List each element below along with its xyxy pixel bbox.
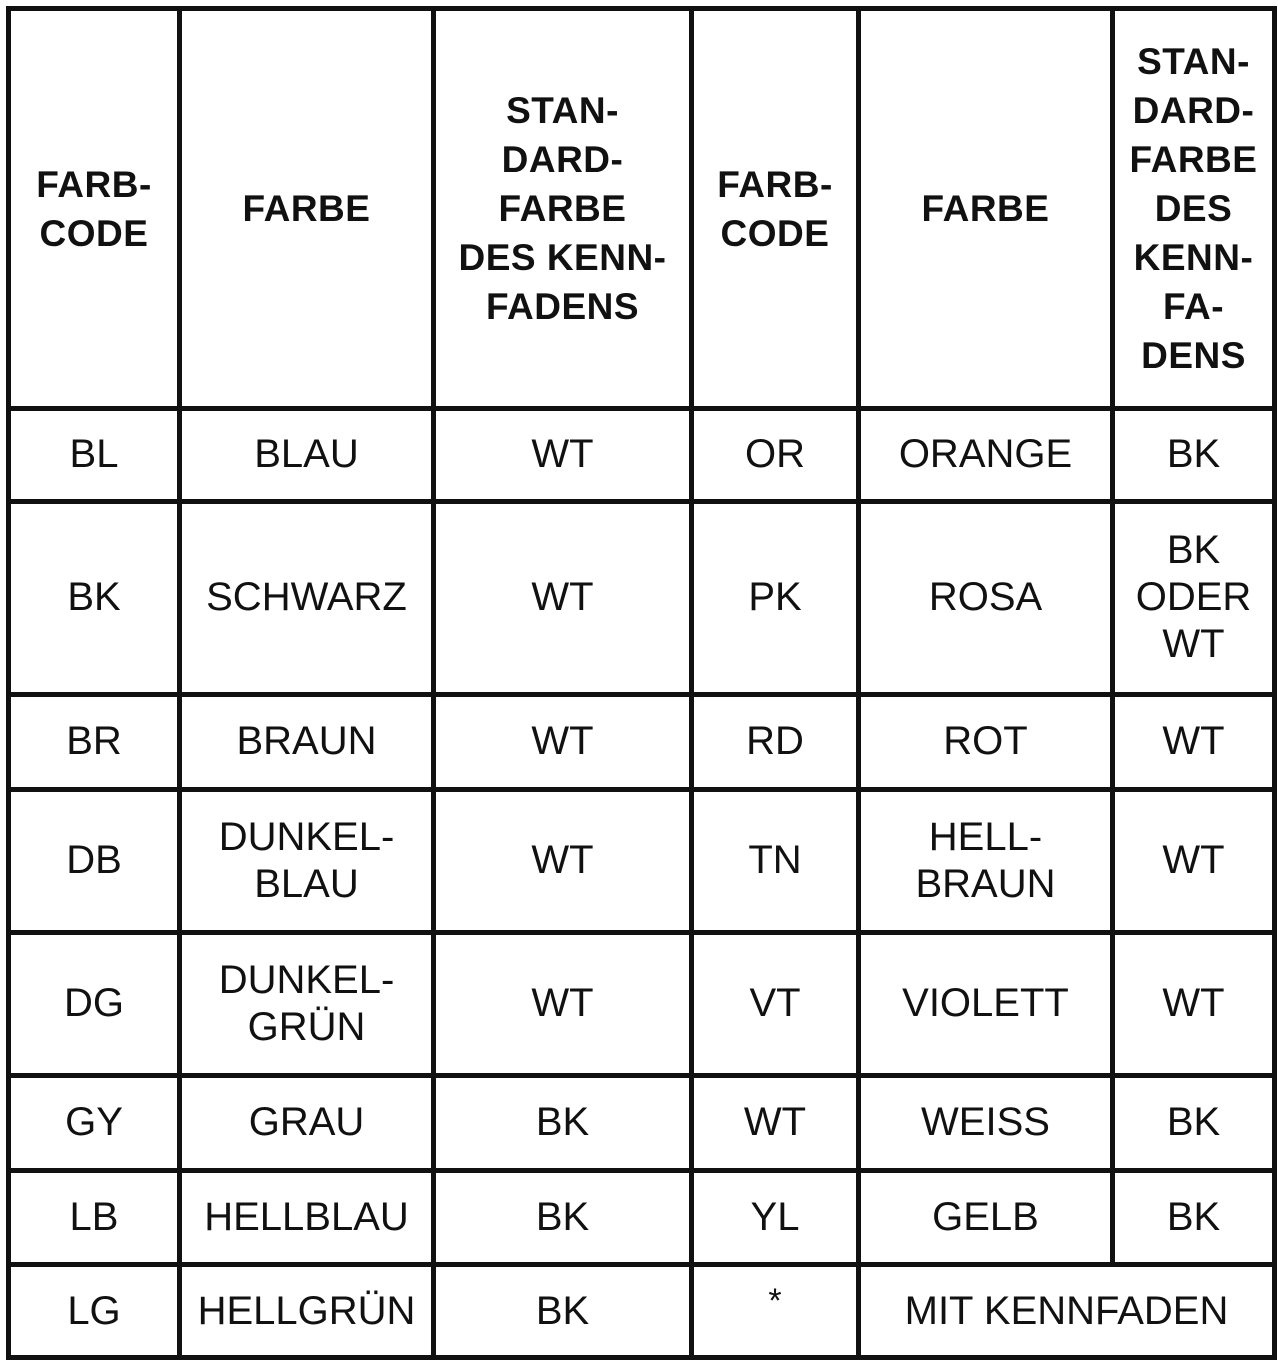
cell-color: GRAU bbox=[180, 1075, 434, 1170]
cell-thread: WT bbox=[434, 409, 692, 502]
table-row-last bbox=[9, 1265, 1275, 1358]
cell-code: TN bbox=[692, 789, 859, 932]
cell-code: OR bbox=[692, 409, 859, 502]
cell-code: BK bbox=[9, 501, 180, 694]
cell-marker bbox=[692, 1265, 859, 1358]
cell-code: WT bbox=[692, 1075, 859, 1170]
header-farbe-right: FARBE bbox=[859, 9, 1113, 409]
cell-code: DB bbox=[9, 789, 180, 932]
asterisk-marker: * bbox=[768, 1281, 782, 1320]
table-row bbox=[9, 1170, 1275, 1265]
cell-color: WEISS bbox=[859, 1075, 1113, 1170]
cell-color: GELB bbox=[859, 1170, 1113, 1265]
cell-color: HELL- BRAUN bbox=[859, 789, 1113, 932]
cell-color: HELLGRÜN bbox=[180, 1265, 434, 1358]
cell-thread: BK bbox=[434, 1170, 692, 1265]
cell-color: BRAUN bbox=[180, 695, 434, 790]
cell-code: VT bbox=[692, 932, 859, 1075]
cell-color: ROSA bbox=[859, 501, 1113, 694]
header-farbe-left: FARBE bbox=[180, 9, 434, 409]
cell-thread: BK bbox=[1113, 409, 1275, 502]
cell-thread: WT bbox=[1113, 932, 1275, 1075]
cell-code: RD bbox=[692, 695, 859, 790]
cell-thread: BK bbox=[434, 1075, 692, 1170]
cell-color: HELLBLAU bbox=[180, 1170, 434, 1265]
cell-code: LB bbox=[9, 1170, 180, 1265]
cell-thread: WT bbox=[1113, 695, 1275, 790]
header-row bbox=[9, 9, 1275, 409]
cell-code: YL bbox=[692, 1170, 859, 1265]
header-standardfarbe-left: STAN- DARD- FARBE DES KENN- FADENS bbox=[434, 9, 692, 409]
cell-color: VIOLETT bbox=[859, 932, 1113, 1075]
table-row bbox=[9, 932, 1275, 1075]
cell-thread: WT bbox=[434, 789, 692, 932]
cell-thread: BK bbox=[1113, 1075, 1275, 1170]
cell-code: PK bbox=[692, 501, 859, 694]
table-row bbox=[9, 1075, 1275, 1170]
cell-thread: WT bbox=[434, 932, 692, 1075]
cell-thread: WT bbox=[1113, 789, 1275, 932]
header-farbcode-left: FARB- CODE bbox=[9, 9, 180, 409]
table-row bbox=[9, 695, 1275, 790]
cell-code: DG bbox=[9, 932, 180, 1075]
cell-color: BLAU bbox=[180, 409, 434, 502]
cell-thread: WT bbox=[434, 695, 692, 790]
cell-color: DUNKEL- BLAU bbox=[180, 789, 434, 932]
cell-color: ORANGE bbox=[859, 409, 1113, 502]
table-row bbox=[9, 501, 1275, 694]
cell-footnote: MIT KENNFADEN bbox=[859, 1265, 1275, 1358]
cell-color: ROT bbox=[859, 695, 1113, 790]
cell-thread: BK ODER WT bbox=[1113, 501, 1275, 694]
cell-thread: WT bbox=[434, 501, 692, 694]
table-row bbox=[9, 409, 1275, 502]
cell-thread: BK bbox=[1113, 1170, 1275, 1265]
table-row bbox=[9, 789, 1275, 932]
cell-code: BR bbox=[9, 695, 180, 790]
cell-code: BL bbox=[9, 409, 180, 502]
cell-code: LG bbox=[9, 1265, 180, 1358]
cell-thread: BK bbox=[434, 1265, 692, 1358]
cell-color: SCHWARZ bbox=[180, 501, 434, 694]
color-code-table bbox=[6, 6, 1277, 1360]
color-code-table-wrapper bbox=[6, 6, 1272, 1360]
cell-color: DUNKEL- GRÜN bbox=[180, 932, 434, 1075]
header-farbcode-right: FARB- CODE bbox=[692, 9, 859, 409]
header-standardfarbe-right: STAN- DARD- FARBE DES KENN- FA- DENS bbox=[1113, 9, 1275, 409]
cell-code: GY bbox=[9, 1075, 180, 1170]
